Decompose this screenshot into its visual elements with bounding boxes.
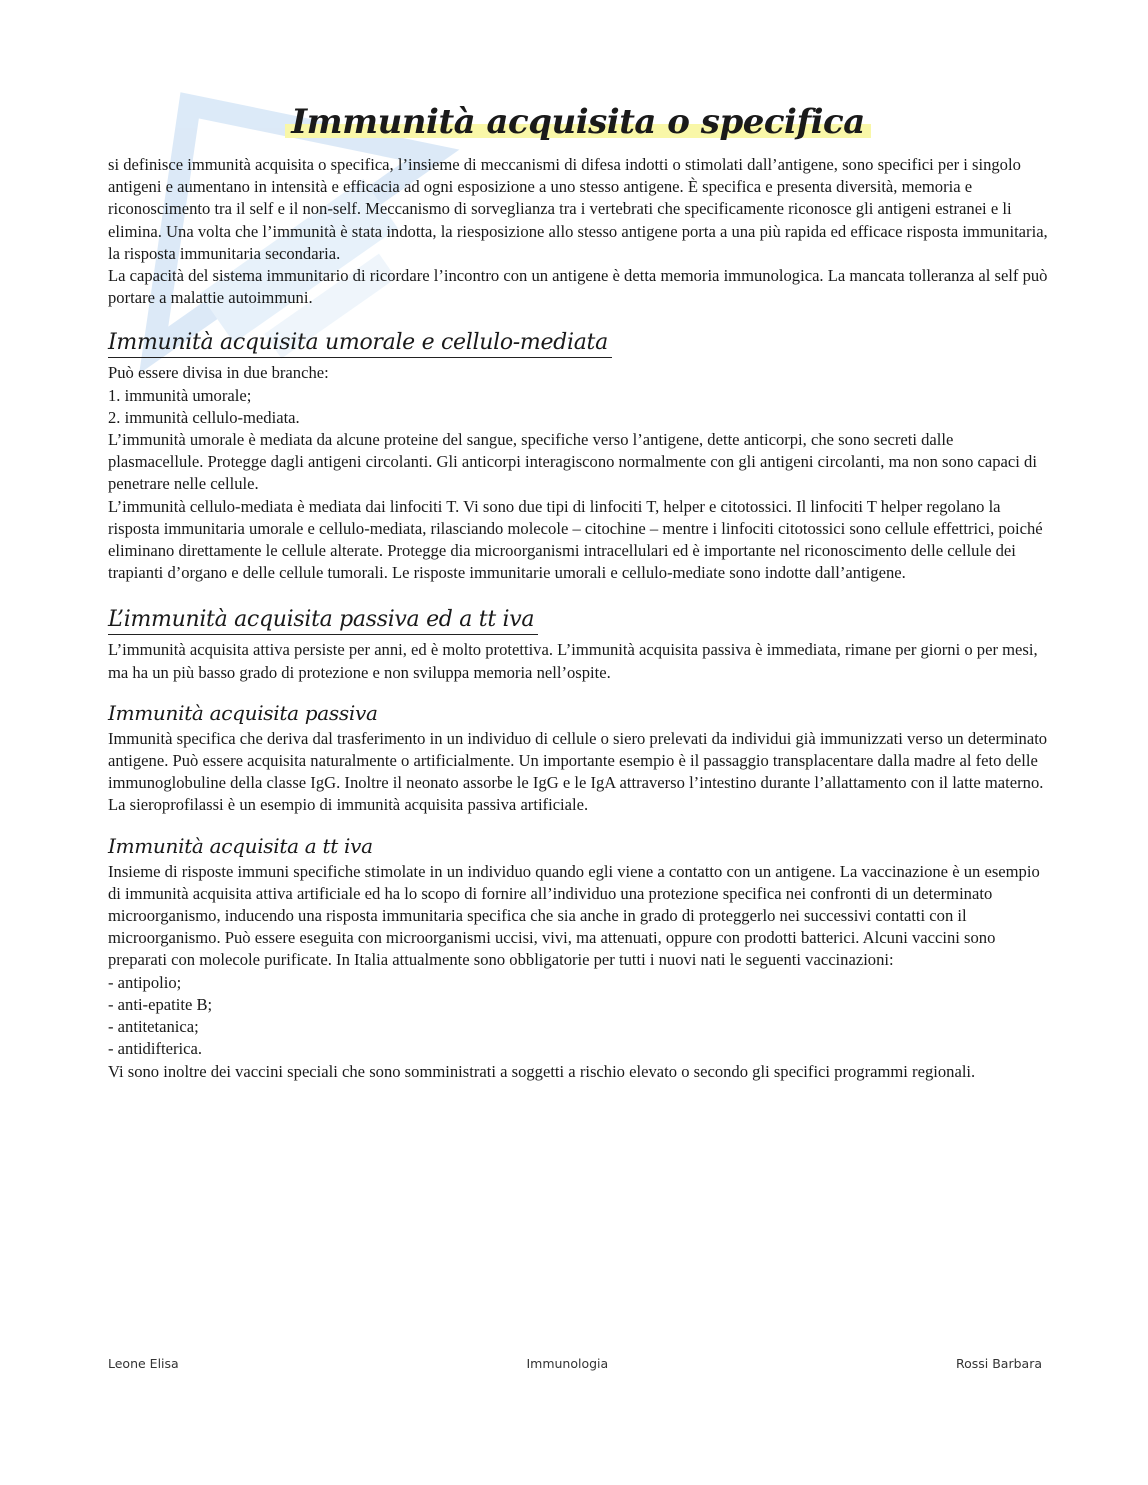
- subsection-paragraph: Insieme di risposte immuni specifiche stimolate in un individuo quando egli viene a contatto con un antigene. La vaccinazione è un esempio di immunità acquisita attiva artificiale ed ha lo scopo di fornire all’individuo una protezione specifica nei confronti di un determinato microorganismo, inducendo una risposta immunitaria specifica che sia anche in grado di proteggerlo nei successivi contatti con il microorganismo. Può essere eseguita con microorganismi uccisi, vivi, ma attenuati, oppure con prodotti batterici. Alcuni vaccini sono preparati con molecole purificate. In Italia attualmente sono obbligatorie per tutti i nuovi nati le seguenti vaccinazioni:: [108, 861, 1040, 970]
- footer-subject: Immunologia: [526, 1356, 609, 1371]
- intro-paragraph-2: La capacità del sistema immunitario di ricordare l’incontro con un antigene è detta memoria immunologica. La mancata tolleranza al self può portare a malattie autoimmuni.: [108, 266, 1048, 308]
- subsection-paragraph: Vi sono inoltre dei vaccini speciali che sono somministrati a soggetti a rischio elevato o secondo gli specifici programmi regionali.: [108, 1061, 976, 1081]
- list-item: - antitetanica;: [108, 1017, 199, 1037]
- title-text: Immunità acquisita o specifica: [285, 102, 871, 142]
- page-footer: [108, 1356, 1042, 1371]
- document-page: [108, 100, 1048, 1083]
- list-item: - antidifterica.: [108, 1039, 202, 1059]
- subsection-heading: Immunità acquisita a tt iva: [108, 833, 373, 858]
- section-paragraph: L’immunità acquisita attiva persiste per anni, ed è molto protettiva. L’immunità acquisita passiva è immediata, rimane per giorni o per mesi, ma ha un più basso grado di protezione e non sviluppa memoria nell’ospite.: [108, 640, 1038, 682]
- section-line: Può essere divisa in due branche:: [108, 363, 329, 383]
- list-item: 2. immunità cellulo-mediata.: [108, 407, 300, 427]
- intro-section: [108, 154, 1048, 309]
- section-paragraph: L’immunità umorale è mediata da alcune proteine del sangue, specifiche verso l’antigene, dette anticorpi, che sono secreti dalle plasmacellule. Protegge dagli antigeni circolanti. Gli anticorpi interagiscono normalmente con gli antigeni circolanti, ma non sono capaci di penetrare nelle cellule.: [108, 430, 1037, 494]
- subsection-heading: Immunità acquisita passiva: [108, 700, 378, 725]
- section-paragraph: L’immunità cellulo-mediata è mediata dai linfociti T. Vi sono due tipi di linfociti T, helper e citotossici. Il linfociti T helper regolano la risposta immunitaria umorale e cellulo-mediata, rilasciando molecole – citochine – mentre i linfociti citotossici sono cellule effettrici, poiché eliminano direttamente le cellule alterate. Protegge dia microorganismi intracellulari ed è importante nel riconoscimento delle cellule dei trapianti d’organo e delle cellule tumorali. Le risposte immunitarie umorali e cellulo-mediate sono indotte dall’antigene.: [108, 496, 1043, 583]
- section-umorale-cellulo-mediata: [108, 329, 1048, 584]
- section-heading: Immunità acquisita umorale e cellulo-mediata: [108, 329, 612, 358]
- section-passiva-attiva: [108, 606, 1048, 1082]
- footer-author-right: Rossi Barbara: [955, 1356, 1042, 1371]
- footer-author-left: Leone Elisa: [108, 1356, 179, 1371]
- section-heading: L’immunità acquisita passiva ed a tt iva: [108, 606, 538, 635]
- page-title: [108, 100, 1048, 144]
- list-item: - anti-epatite B;: [108, 994, 213, 1014]
- list-item: - antipolio;: [108, 972, 182, 992]
- intro-paragraph-1: si definisce immunità acquisita o specifica, l’insieme di meccanismi di difesa indotti o stimolati dall’antigene, sono specifici per i singolo antigeni e aumentano in intensità e efficacia ad ogni esposizione a uno stesso antigene. È specifica e presenta diversità, memoria e riconoscimento tra il self e il non-self. Meccanismo di sorveglianza tra i vertebrati che specificamente riconosce gli antigeni estranei e li elimina. Una volta che l’immunità è stata indotta, la riesposizione allo stesso antigene porta a una più rapida ed efficace risposta immunitaria, la risposta immunitaria secondaria.: [108, 155, 1048, 263]
- list-item: 1. immunità umorale;: [108, 385, 252, 405]
- subsection-paragraph: Immunità specifica che deriva dal trasferimento in un individuo di cellule o siero prelevati da individui già immunizzati verso un determinato antigene. Può essere acquisita naturalmente o artificialmente. Un importante esempio è il passaggio transplacentare dalla madre al feto delle immunoglobuline della classe IgG. Inoltre il neonato assorbe le IgG e le IgA attraverso l’intestino durante l’allattamento con il latte materno. La sieroprofilassi è un esempio di immunità acquisita passiva artificiale.: [108, 728, 1048, 815]
